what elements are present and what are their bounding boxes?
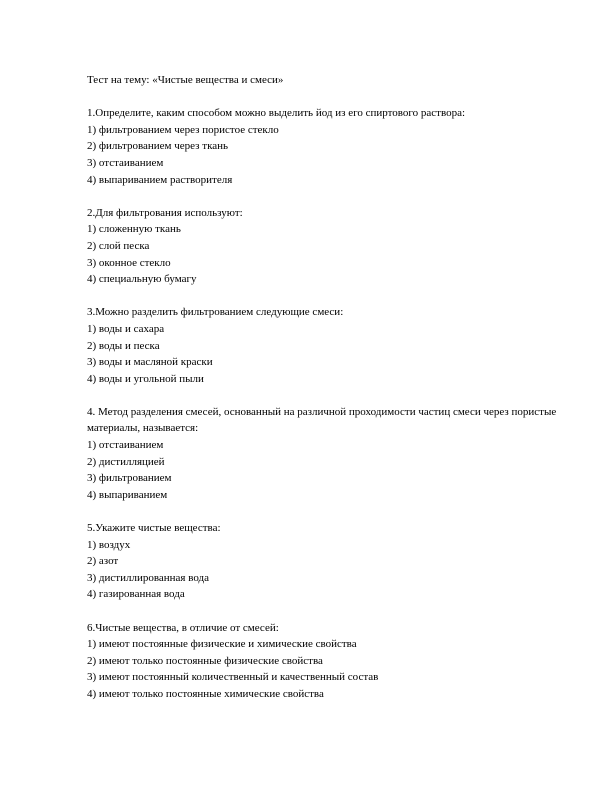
question-text: 2.Для фильтрования используют:	[87, 206, 243, 219]
answer-option: 1) воздух	[87, 538, 131, 551]
question-1	[87, 105, 557, 188]
question-2	[87, 205, 557, 288]
answer-option: 4) специальную бумагу	[87, 273, 197, 286]
answer-option: 3) оконное стекло	[87, 256, 171, 269]
answer-options	[87, 437, 557, 503]
question-text: 6.Чистые вещества, в отличие от смесей:	[87, 621, 279, 634]
question-3	[87, 304, 557, 387]
answer-options	[87, 636, 557, 702]
answer-option: 1) фильтрованием через пористое стекло	[87, 123, 279, 136]
question-text: 5.Укажите чистые вещества:	[87, 522, 221, 535]
answer-options	[87, 221, 557, 287]
answer-option: 2) азот	[87, 555, 119, 568]
answer-option: 1) воды и сахара	[87, 322, 165, 335]
answer-option: 1) имеют постоянные физические и химические свойства	[87, 638, 357, 651]
answer-option: 3) воды и масляной краски	[87, 356, 213, 369]
answer-option: 4) имеют только постоянные химические свойства	[87, 687, 324, 700]
answer-option: 4) выпариванием растворителя	[87, 173, 233, 186]
answer-option: 2) фильтрованием через ткань	[87, 140, 229, 153]
answer-option: 3) отстаиванием	[87, 156, 164, 169]
answer-option: 1) отстаиванием	[87, 439, 164, 452]
answer-option: 3) фильтрованием	[87, 472, 172, 485]
answer-option: 3) имеют постоянный количественный и качественный состав	[87, 671, 379, 684]
answer-option: 2) воды и песка	[87, 339, 160, 352]
question-text: 4. Метод разделения смесей, основанный на различной проходимости частиц смеси через пористые материалы, называется:	[87, 405, 557, 435]
answer-option: 2) дистилляцией	[87, 455, 165, 468]
question-text: 3.Можно разделить фильтрованием следующие смеси:	[87, 306, 344, 319]
answer-option: 3) дистиллированная вода	[87, 571, 210, 584]
answer-option: 2) слой песка	[87, 239, 150, 252]
answer-option: 4) воды и угольной пыли	[87, 372, 204, 385]
document-title: Тест на тему: «Чистые вещества и смеси»	[87, 74, 284, 86]
answer-option: 4) выпариванием	[87, 488, 168, 501]
answer-options	[87, 321, 557, 387]
question-5	[87, 520, 557, 603]
test-document	[87, 72, 557, 719]
answer-option: 2) имеют только постоянные физические свойства	[87, 654, 323, 667]
answer-option: 1) сложенную ткань	[87, 223, 181, 236]
answer-options	[87, 537, 557, 603]
question-text: 1.Определите, каким способом можно выделить йод из его спиртового раствора:	[87, 107, 466, 120]
question-4	[87, 404, 557, 504]
answer-options	[87, 122, 557, 188]
question-6	[87, 620, 557, 703]
answer-option: 4) газированная вода	[87, 588, 185, 601]
